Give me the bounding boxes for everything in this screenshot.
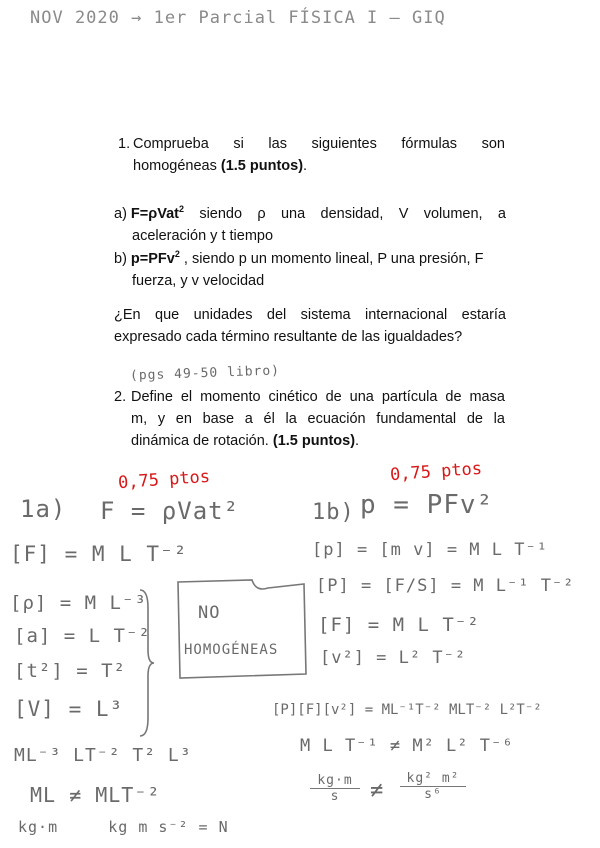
answer-b-units-right-top: kg² m² [406, 771, 460, 786]
q2-text [131, 386, 505, 452]
q1a-line2: aceleración y t tiempo [132, 228, 274, 244]
q1-period: . [303, 158, 308, 174]
q1b-label: b) [114, 251, 131, 267]
q1-word: Comprueba [133, 136, 209, 152]
q1-points: (1.5 puntos) [220, 158, 304, 174]
answer-a-line: [ρ] = M L⁻³ [10, 592, 147, 614]
q2-word: Define [131, 389, 173, 405]
q1-item-a [114, 203, 506, 247]
q2-points: (1.5 puntos) [272, 433, 356, 449]
q2-word: la [493, 411, 505, 427]
answer-b-line: [F] = M L T⁻² [318, 614, 480, 636]
q1b-line1-text: , siendo p un momento lineal, P una presión, F [179, 251, 484, 267]
score-a: 0,75 ptos [117, 466, 211, 494]
q2-word: m, [131, 411, 148, 427]
q1a-formula [114, 203, 184, 225]
q1-question-word: del [266, 307, 287, 323]
q1-line1 [133, 133, 505, 155]
answer-b-line: [v²] = L² T⁻² [320, 648, 467, 668]
q2-line3-text: dinámica de rotación. [131, 433, 273, 449]
q1b-line2: fuerza, y v velocidad [132, 273, 265, 289]
q2-line2 [131, 408, 505, 430]
q2-word: una [349, 389, 374, 405]
q1-question-word: que [155, 307, 180, 323]
q2-word: a [244, 411, 253, 427]
handwritten-pages-note: (pgs 49-50 libro) [129, 363, 281, 384]
answer-b-units-left-top: kg·m [317, 773, 353, 788]
handwritten-header: NOV 2020 → 1er Parcial FÍSICA I – GIQ [30, 8, 446, 28]
q1-question-word: estaría [461, 307, 506, 323]
answer-b-compare: M L T⁻¹ ≠ M² L² T⁻⁶ [300, 736, 514, 756]
q1a-line1 [114, 203, 506, 225]
answer-b-units-left-bottom: s [310, 788, 360, 804]
q1-word: las [268, 136, 287, 152]
q2-word: en [175, 411, 192, 427]
answer-a-formula: F = ρVat² [100, 497, 240, 525]
q2-word: partícula [381, 389, 438, 405]
q1-word: fórmulas [401, 136, 458, 152]
answer-b-label: 1b) [312, 500, 355, 525]
q1-question-word: internacional [365, 307, 448, 323]
q2-word: de [445, 389, 462, 405]
q1a-word: una [280, 206, 306, 222]
q2-word: momento [200, 389, 261, 405]
brace-drawing [136, 588, 156, 738]
q2-number: 2. [114, 389, 127, 405]
answer-a-compare: ML ≠ MLT⁻² [30, 783, 161, 807]
answer-b-units-left [310, 773, 360, 804]
q1a-exponent: 2 [178, 204, 184, 215]
q1a-word: volumen, [423, 206, 483, 222]
answer-b-line: [p] = [m v] = M L T⁻¹ [312, 540, 548, 560]
answer-a-line: [a] = L T⁻² [14, 625, 151, 647]
q1a-word: siendo [199, 206, 243, 222]
box-text-no: NO [198, 603, 221, 623]
q2-line1 [131, 386, 505, 408]
no-homogeneas-box-outline [172, 574, 312, 684]
q2-word: y [157, 411, 166, 427]
q1a-label: a) [114, 206, 131, 222]
q2-word: de [325, 389, 342, 405]
q1-word: si [233, 136, 244, 152]
box-text-homogeneas: HOMOGÉNEAS [184, 642, 279, 658]
q2-word: masa [469, 389, 505, 405]
q1a-word: densidad, [320, 206, 384, 222]
answer-a-units: kg·m kg m s⁻² = N [18, 818, 229, 836]
q1-line2-text: homogéneas [133, 158, 221, 174]
q1-line2 [133, 155, 505, 177]
q1-word: son [481, 136, 505, 152]
q2-line3 [131, 430, 505, 452]
q1b-exponent: 2 [174, 249, 180, 260]
q1b-formula: p=PFv [130, 251, 175, 267]
q1-question-word: unidades [193, 307, 253, 323]
answer-b-combined: [P][F][v²] = ML⁻¹T⁻² MLT⁻² L²T⁻² [272, 702, 542, 718]
answer-a-combined: ML⁻³ LT⁻² T² L³ [14, 745, 192, 766]
q1-question [114, 304, 506, 348]
q1-item-b [114, 248, 506, 292]
answer-a-line: [F] = M L T⁻² [10, 542, 188, 566]
q1-question-line2: expresado cada término resultante de las igualdades? [114, 329, 463, 345]
answer-a-line: [V] = L³ [14, 697, 124, 721]
answer-b-units-right-bottom: s⁶ [400, 786, 466, 802]
q2-word: él [263, 411, 275, 427]
q1-text [133, 133, 505, 177]
answer-a-label: 1a) [20, 495, 67, 523]
q1-question-word: sistema [300, 307, 351, 323]
q2-word: la [285, 411, 297, 427]
q1-question-line1 [114, 304, 506, 326]
q1-word: siguientes [311, 136, 377, 152]
answer-b-units-neq: ≠ [370, 778, 385, 803]
answer-b-line: [P] = [F/S] = M L⁻¹ T⁻² [316, 576, 575, 596]
q1a-word: V [398, 206, 409, 222]
q2-word: de [466, 411, 483, 427]
brace-icon [140, 590, 154, 736]
answer-b-formula: p = PFv² [360, 490, 494, 520]
q2-word: fundamental [376, 411, 457, 427]
q2-word: el [180, 389, 193, 405]
q1a-word: ρ [257, 206, 266, 222]
q1b-line1 [114, 248, 506, 270]
q2-period: . [355, 433, 360, 449]
q2-word: cinético [268, 389, 318, 405]
answer-a-line: [t²] = T² [14, 660, 126, 682]
q1-question-word: ¿En [114, 307, 141, 323]
q1a-formula-text: F=ρVat [130, 206, 179, 222]
q1-number: 1. [118, 136, 131, 152]
answer-b-units-right [400, 771, 466, 802]
q1a-word: a [497, 206, 506, 222]
q2-word: base [202, 411, 235, 427]
score-b: 0,75 ptos [389, 458, 483, 486]
q2-word: ecuación [307, 411, 366, 427]
